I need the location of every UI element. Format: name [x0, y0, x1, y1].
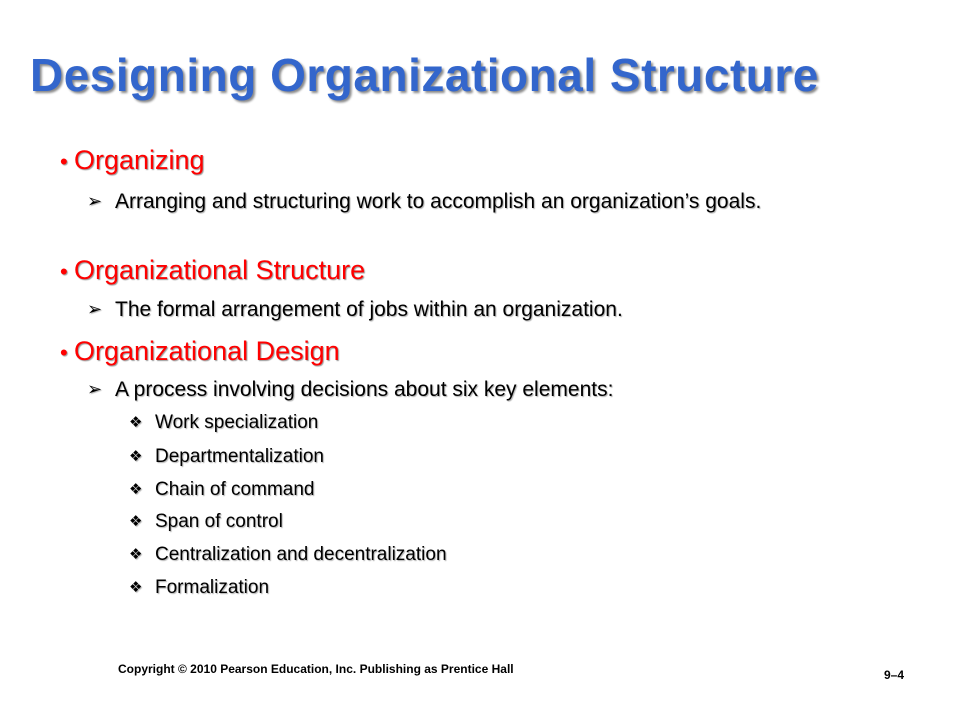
diamond-bullet-icon: ❖	[129, 481, 143, 498]
element-item	[129, 446, 324, 468]
bullet-organizing	[60, 145, 205, 176]
subpoint-text: The formal arrangement of jobs within an organization.	[115, 298, 623, 321]
arrow-bullet-icon: ➢	[87, 379, 103, 399]
subpoint-design-definition	[87, 377, 875, 402]
bullet-organizational-design	[60, 336, 340, 367]
element-item	[129, 544, 447, 566]
heading-organizational-design: Organizational Design	[74, 336, 340, 366]
bullet-organizational-structure	[60, 255, 366, 286]
diamond-bullet-icon: ❖	[129, 448, 143, 465]
slide-title: Designing Organizational Structure	[30, 49, 819, 101]
element-label: Departmentalization	[155, 446, 324, 467]
subpoint-structure-definition	[87, 297, 875, 322]
bullet-dot-icon: •	[60, 259, 68, 284]
arrow-bullet-icon: ➢	[87, 299, 103, 319]
subpoint-organizing-definition	[87, 189, 875, 214]
bullet-dot-icon: •	[60, 340, 68, 365]
diamond-bullet-icon: ❖	[129, 513, 143, 530]
diamond-bullet-icon: ❖	[129, 546, 143, 563]
heading-organizational-structure: Organizational Structure	[74, 255, 366, 285]
bullet-dot-icon: •	[60, 149, 68, 174]
element-label: Formalization	[155, 577, 270, 598]
element-item	[129, 577, 270, 599]
subpoint-text: Arranging and structuring work to accomplish an organization’s goals.	[115, 190, 762, 213]
diamond-bullet-icon: ❖	[129, 579, 143, 596]
diamond-bullet-icon: ❖	[129, 414, 143, 431]
element-item	[129, 412, 319, 434]
element-label: Span of control	[155, 511, 283, 532]
arrow-bullet-icon: ➢	[87, 191, 103, 211]
element-item	[129, 479, 315, 501]
element-label: Chain of command	[155, 479, 315, 500]
heading-organizing: Organizing	[74, 145, 205, 175]
page-number: 9–4	[884, 668, 905, 682]
subpoint-text: A process involving decisions about six key elements:	[115, 378, 614, 401]
element-item	[129, 511, 283, 533]
element-label: Work specialization	[155, 412, 319, 433]
element-label: Centralization and decentralization	[155, 544, 447, 565]
copyright-notice: Copyright © 2010 Pearson Education, Inc. Publishing as Prentice Hall	[118, 662, 514, 676]
